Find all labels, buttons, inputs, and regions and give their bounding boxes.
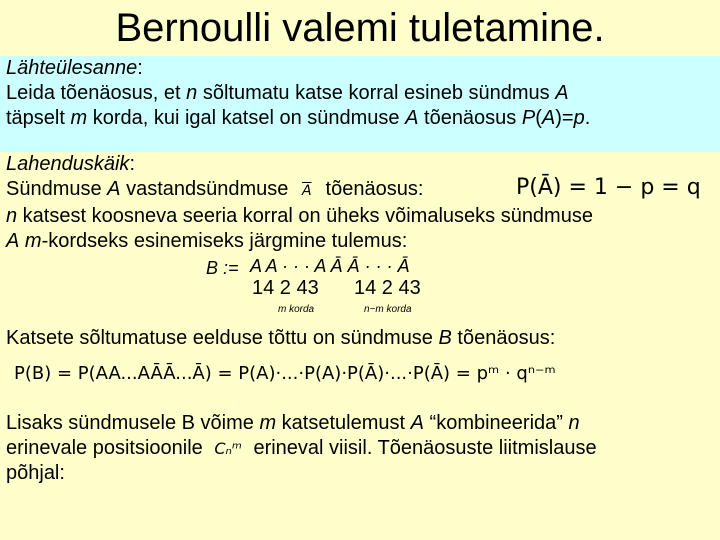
task-heading-label: Lähteülesanne (6, 57, 138, 79)
text: katsetulemust (276, 412, 411, 434)
var-A: A (541, 107, 556, 129)
var-A: A (555, 82, 569, 104)
var-A: A (6, 230, 20, 252)
solution-line-4 (0, 326, 720, 351)
solution-line-3 (0, 229, 720, 254)
text: vastandsündmuse (120, 178, 289, 200)
text: . (584, 107, 591, 129)
combinations-symbol: Cₙᵐ (214, 439, 242, 458)
text: )= (555, 107, 574, 129)
var-m: m (70, 107, 88, 129)
solution-line-7: põhjal: (6, 462, 65, 484)
var-m: m (259, 412, 277, 434)
var-A: A (405, 107, 419, 129)
solution-line-5 (0, 411, 720, 436)
text: Katsete sõltumatuse eelduse tõttu on sündmuse (6, 327, 439, 349)
text: ( (535, 107, 542, 129)
a-bar-symbol: $\overline{A}$ (301, 183, 312, 199)
underbrace-label-2: n−m korda (364, 304, 412, 315)
text: Leida tõenäosus, et (6, 82, 187, 104)
text: tõenäosus: (325, 178, 424, 200)
solution-line-6 (0, 436, 720, 461)
task-heading: Lähteülesanne: (6, 57, 143, 79)
text: korda, kui igal katsel on sündmuse (87, 107, 406, 129)
var-m: m (24, 230, 42, 252)
var-n: n (6, 205, 18, 227)
var-B: B (438, 327, 452, 349)
var-n: n (186, 82, 198, 104)
b-definition-formula (0, 254, 720, 316)
var-p: p (573, 107, 585, 129)
text: tõenäosus: (451, 327, 556, 349)
underbrace-2: 14 2 43 (354, 277, 421, 299)
var-A: A (410, 412, 424, 434)
text: sõltumatu katse korral esineb sündmus (197, 82, 556, 104)
var-P: P (521, 107, 536, 129)
solution-line-2 (0, 204, 720, 229)
text: erinevale positsioonile (6, 437, 203, 459)
underbrace-label-1: m korda (278, 304, 315, 315)
page-title: Bernoulli valemi tuletamine. (115, 6, 605, 50)
task-line-2 (0, 106, 720, 131)
text: Sündmuse (6, 178, 108, 200)
solution-heading: Lahenduskäik: (6, 153, 135, 175)
complement-probability-formula: P(Ā) = 1 − p = q (516, 175, 701, 200)
solution-section (0, 152, 720, 486)
task-line-1 (0, 81, 720, 106)
text: tõenäosus (418, 107, 522, 129)
solution-line-1 (0, 177, 720, 204)
var-A: A (107, 178, 121, 200)
text: “kombineerida” (423, 412, 569, 434)
b-def-lhs: B := (206, 258, 239, 278)
underbrace-1: 14 2 43 (252, 277, 319, 299)
text: katsest koosneva seeria korral on üheks võimaluseks sündmuse (17, 205, 593, 227)
text: täpselt (6, 107, 71, 129)
task-box (0, 56, 720, 152)
text: erineval viisil. Tõenäosuste liitmislause (253, 437, 597, 459)
text: -kordseks esinemiseks järgmine tulemus: (41, 230, 408, 252)
text: Lisaks sündmusele B võime (6, 412, 260, 434)
b-def-sequence: A A · · · A Ā Ā · · · Ā (250, 256, 410, 276)
var-n: n (568, 412, 580, 434)
event-b-probability-formula: P(B) = P(AA...AĀĀ...Ā) = P(A)·...·P(A)·P(Ā)·...·P(Ā) = pᵐ · qⁿ⁻ᵐ (14, 363, 556, 384)
solution-heading-label: Lahenduskäik (6, 153, 130, 175)
